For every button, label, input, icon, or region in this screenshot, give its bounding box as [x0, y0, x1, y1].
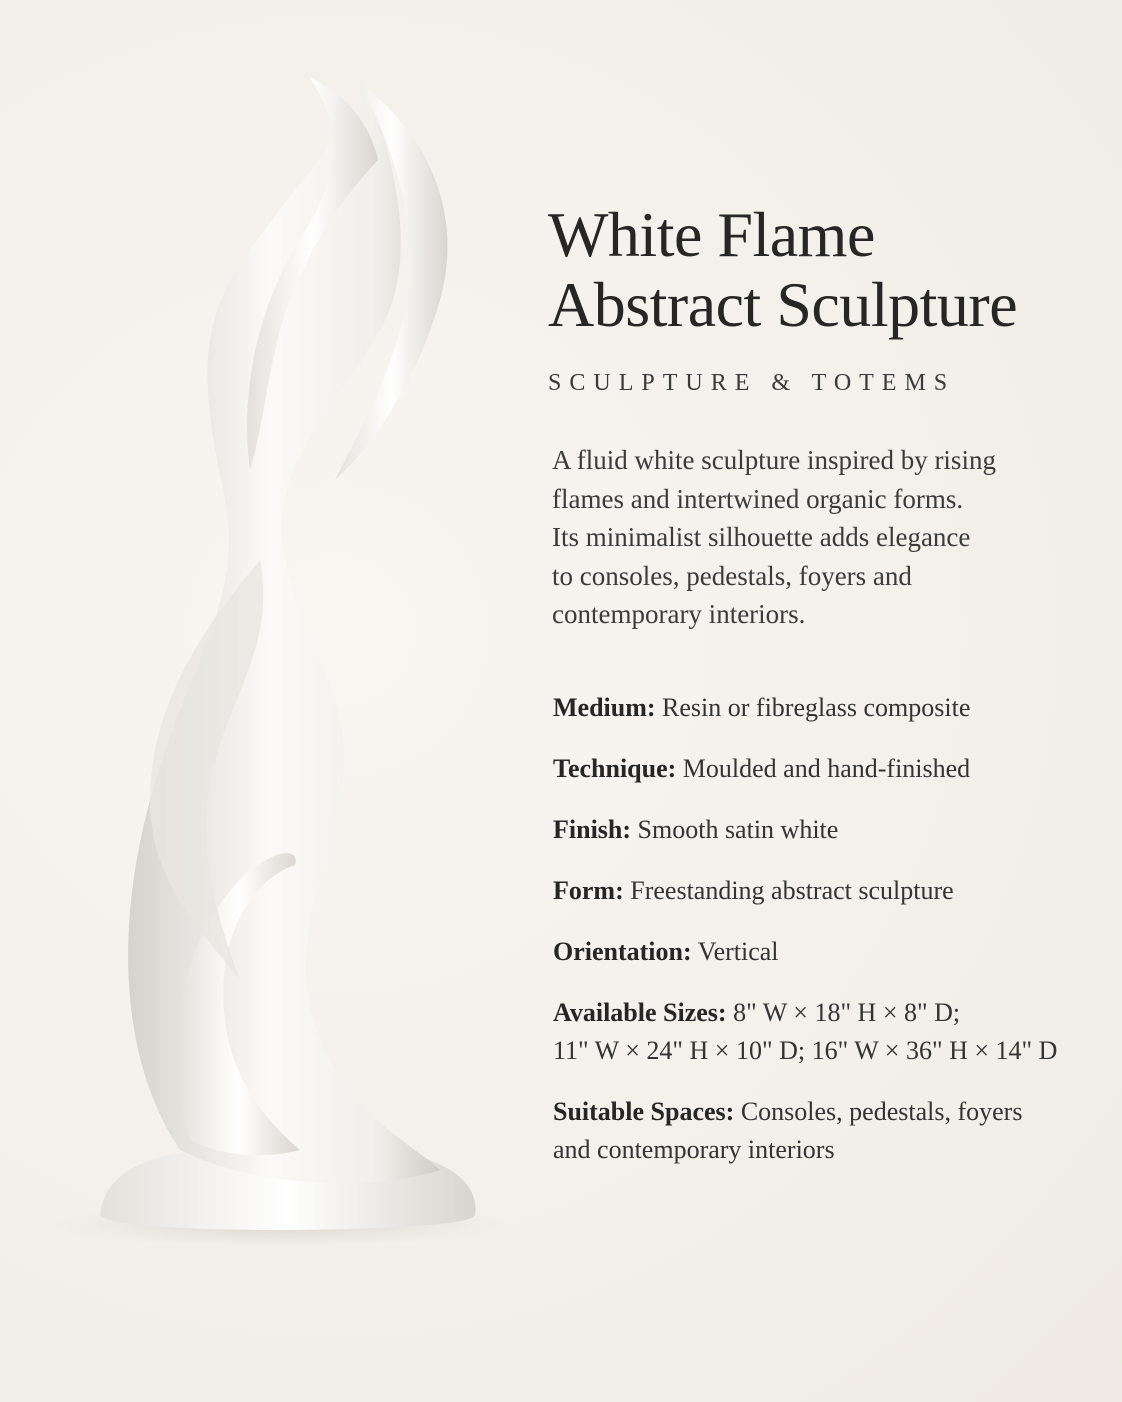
spec-value-continued: 11" W × 24" H × 10" D; 16" W × 36" H × 14" D [553, 1035, 1058, 1065]
description-line: to consoles, pedestals, foyers and [552, 560, 912, 591]
spec-label: Suitable Spaces: [553, 1096, 735, 1126]
spec-value: 8" W × 18" H × 8" D; [733, 997, 961, 1027]
title-line-1: White Flame [548, 199, 875, 270]
spec-medium [553, 689, 1108, 727]
product-title [548, 200, 1108, 340]
spec-value: Smooth satin white [637, 814, 839, 844]
spec-orientation [553, 933, 1108, 971]
spec-value: Moulded and hand-finished [682, 753, 971, 783]
spec-value-continued: and contemporary interiors [553, 1134, 835, 1164]
spec-value: Resin or fibreglass composite [662, 692, 971, 722]
spec-list [548, 689, 1108, 1169]
spec-value: Vertical [697, 936, 779, 966]
spec-label: Finish: [553, 814, 632, 844]
spec-suitable-spaces [553, 1093, 1108, 1169]
description-line: flames and intertwined organic forms. [552, 483, 964, 514]
spec-technique [553, 750, 1108, 788]
spec-value: Freestanding abstract sculpture [630, 875, 954, 905]
sculpture-main-flame [128, 85, 440, 1183]
spec-label: Orientation: [553, 936, 692, 966]
spec-label: Medium: [553, 692, 656, 722]
description-line: Its minimalist silhouette adds elegance [552, 522, 971, 552]
spec-label: Technique: [553, 753, 677, 783]
spec-label: Form: [553, 875, 624, 905]
description-line: A fluid white sculpture inspired by rising [552, 445, 996, 475]
spec-available-sizes [553, 994, 1108, 1070]
product-category: SCULPTURE & TOTEMS [548, 370, 956, 396]
spec-label: Available Sizes: [553, 997, 727, 1027]
spec-value: Consoles, pedestals, foyers [740, 1096, 1023, 1126]
spec-finish [553, 811, 1108, 849]
spec-form [553, 872, 1108, 910]
description-line: contemporary interiors. [552, 599, 806, 629]
product-info-panel [548, 200, 1108, 1192]
title-line-2: Abstract Sculpture [548, 269, 1018, 340]
product-description [548, 441, 1108, 634]
